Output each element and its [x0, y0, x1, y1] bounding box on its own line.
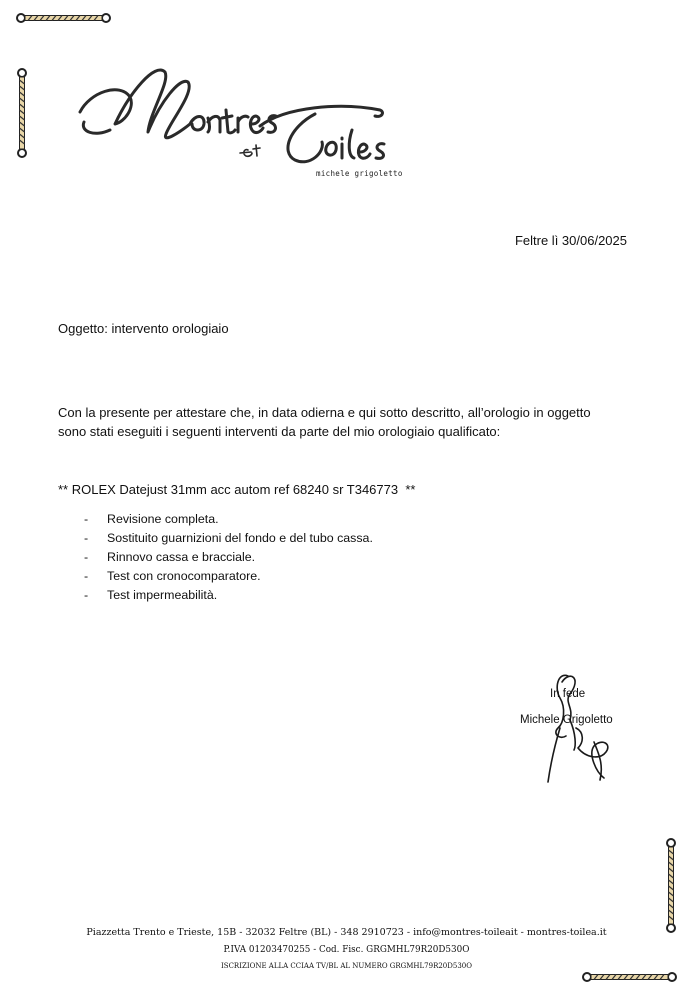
task-label: Revisione completa. [107, 512, 219, 526]
footer-address: Piazzetta Trento e Trieste, 15B - 32032 Feltre (BL) - 348 2910723 - info@montres-toileait - montres-toilea.it [86, 927, 607, 938]
list-item [84, 510, 373, 529]
closing-in-fede: In fede [550, 688, 586, 700]
date-line: Feltre lì 30/06/2025 [514, 233, 627, 248]
rope-ornament-icon [17, 68, 27, 158]
task-label: Test con cronocomparatore. [107, 569, 261, 583]
list-item [84, 548, 373, 567]
rope-ornament-icon [582, 972, 677, 982]
list-marker: - [84, 512, 89, 526]
rope-ornament-icon [16, 13, 111, 23]
list-item [84, 567, 373, 586]
list-item [84, 586, 373, 605]
list-marker: - [84, 569, 89, 583]
subject-line: Oggetto: intervento orologiaio [58, 321, 229, 336]
brand-logo [70, 52, 410, 184]
rope-ornament-icon [666, 838, 676, 933]
signature-icon [540, 668, 630, 788]
list-marker: - [84, 531, 89, 545]
intro-line: Con la presente per attestare che, in data odierna e qui sotto descritto, all’orologio in oggetto [58, 405, 591, 420]
footer-tax-ids: P.IVA 01203470255 - Cod. Fisc. GRGMHL79R20D530O [223, 945, 470, 955]
list-item [84, 529, 373, 548]
logo-subtitle: michele grigoletto [316, 169, 403, 178]
closing-name: Michele Grigoletto [520, 714, 613, 726]
list-marker: - [84, 588, 89, 602]
footer-registration: ISCRIZIONE ALLA CCIAA TV/BL AL NUMERO GRGMHL79R20D530O [221, 962, 472, 970]
intro-line: sono stati eseguiti i seguenti interventi da parte del mio orologiaio qualificato: [58, 424, 501, 439]
task-label: Rinnovo cassa e bracciale. [107, 550, 256, 564]
list-marker: - [84, 550, 89, 564]
task-list [84, 510, 373, 605]
task-label: Sostituito guarnizioni del fondo e del tubo cassa. [107, 531, 373, 545]
intro-paragraph [58, 403, 638, 441]
task-label: Test impermeabilità. [107, 588, 218, 602]
watch-description: ** ROLEX Datejust 31mm acc autom ref 68240 sr T346773 ** [58, 482, 416, 497]
